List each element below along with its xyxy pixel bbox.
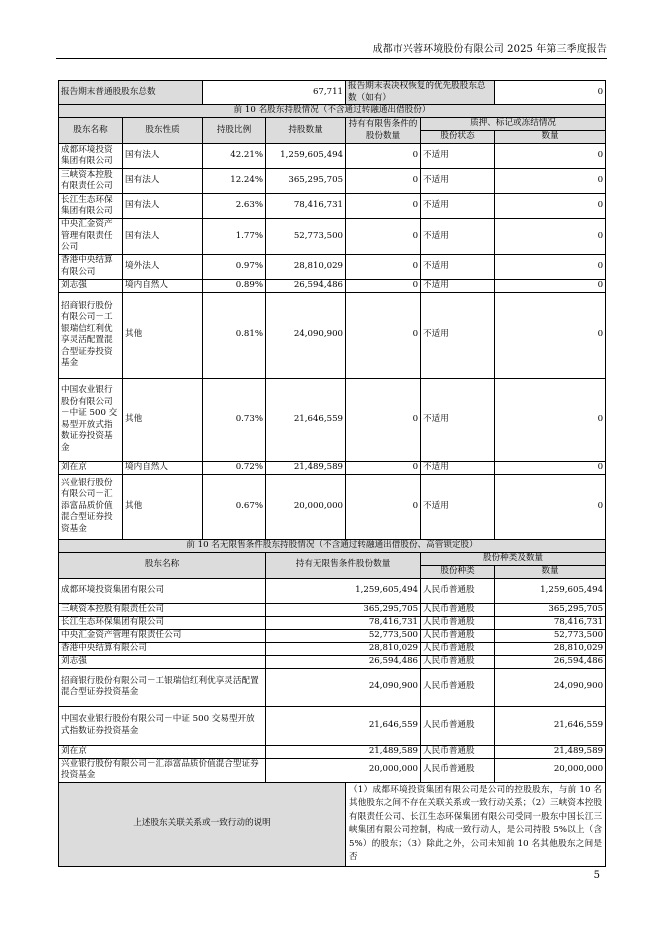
col-header-u-name: 股东名称	[59, 552, 266, 578]
col-header-name: 股东名称	[59, 118, 123, 144]
unrestricted-row	[59, 642, 606, 655]
relation-label: 上述股东关联关系或一致行动的说明	[59, 782, 346, 866]
u-holder-name: 刘志强	[59, 655, 266, 668]
u-holding-quantity: 52,773,500	[266, 629, 421, 642]
share-amount: 1,259,605,494	[495, 578, 606, 603]
top10-row	[59, 169, 606, 194]
holding-ratio: 42.21%	[203, 144, 266, 169]
top10-row	[59, 461, 606, 474]
top10-header-row	[59, 118, 606, 131]
holder-name: 招商银行股份有限公司－工银瑞信红利优享灵活配置混合型证券投资基金	[59, 292, 123, 378]
share-type: 人民币普通股	[421, 603, 495, 616]
unrestricted-row	[59, 616, 606, 629]
top10-row	[59, 144, 606, 169]
unrestricted-section-title: 前 10 名无限售条件股东持股情况（不含通过转融通出借股份、高管锁定股）	[59, 539, 606, 552]
pledge-amount: 0	[495, 292, 606, 378]
restricted-quantity: 0	[346, 219, 421, 255]
shareholders-table	[58, 80, 606, 867]
pledge-amount: 0	[495, 474, 606, 539]
restricted-quantity: 0	[346, 279, 421, 292]
common-holders-label: 报告期末普通股股东总数	[59, 81, 203, 105]
pledge-status: 不适用	[421, 279, 495, 292]
u-holding-quantity: 78,416,731	[266, 616, 421, 629]
holder-name: 兴业银行股份有限公司－汇添富品质价值混合型证券投资基金	[59, 474, 123, 539]
pledge-status: 不适用	[421, 194, 495, 219]
page-number: 5	[593, 870, 600, 881]
holder-nature: 其他	[123, 378, 203, 461]
u-holding-quantity: 21,489,589	[266, 745, 421, 758]
report-header: 成都市兴蓉环境股份有限公司 2025 年第三季度报告	[372, 44, 607, 55]
unrestricted-row	[59, 603, 606, 616]
top10-row	[59, 194, 606, 219]
pledge-status: 不适用	[421, 169, 495, 194]
pledge-status: 不适用	[421, 219, 495, 255]
share-amount: 21,646,559	[495, 706, 606, 745]
u-holder-name: 三峡资本控股有限责任公司	[59, 603, 266, 616]
u-holder-name: 中央汇金资产管理有限责任公司	[59, 629, 266, 642]
unrestricted-header-row	[59, 552, 606, 565]
preferred-holders-label: 报告期末表决权恢复的优先股股东总数（如有）	[346, 81, 495, 105]
share-amount: 365,295,705	[495, 603, 606, 616]
holding-quantity: 26,594,486	[266, 279, 346, 292]
pledge-status: 不适用	[421, 474, 495, 539]
holder-nature: 其他	[123, 474, 203, 539]
unrestricted-row	[59, 745, 606, 758]
pledge-status: 不适用	[421, 254, 495, 279]
relation-text: （1）成都环境投资集团有限公司是公司的控股股东，与前 10 名其他股东之间不存在关联关系或一致行动关系；（2）三峡资本控股有限责任公司、长江生态环保集团有限公司受同一股东中国长江三峡集团有限公司控制，构成一致行动人，是公司持股 5%以上（含 5%）的股东；（3）除此之外，公司未知前 10 名其他股东之间是否	[346, 782, 606, 866]
share-type: 人民币普通股	[421, 616, 495, 629]
top10-row	[59, 254, 606, 279]
pledge-status: 不适用	[421, 144, 495, 169]
summary-row	[59, 81, 606, 105]
share-amount: 21,489,589	[495, 745, 606, 758]
holder-nature: 国有法人	[123, 144, 203, 169]
col-header-status: 股份状态	[421, 131, 495, 144]
holder-nature: 其他	[123, 292, 203, 378]
u-holding-quantity: 21,646,559	[266, 706, 421, 745]
holder-nature: 国有法人	[123, 194, 203, 219]
restricted-quantity: 0	[346, 474, 421, 539]
holder-nature: 国有法人	[123, 169, 203, 194]
holding-ratio: 0.89%	[203, 279, 266, 292]
holder-name: 刘在京	[59, 461, 123, 474]
col-header-amount: 数量	[495, 131, 606, 144]
holding-quantity: 1,259,605,494	[266, 144, 346, 169]
u-holding-quantity: 24,090,900	[266, 668, 421, 706]
holding-quantity: 24,090,900	[266, 292, 346, 378]
restricted-quantity: 0	[346, 378, 421, 461]
col-header-restricted: 持有有限售条件的股份数量	[346, 118, 421, 144]
share-type: 人民币普通股	[421, 578, 495, 603]
pledge-amount: 0	[495, 378, 606, 461]
top10-row	[59, 474, 606, 539]
holding-quantity: 78,416,731	[266, 194, 346, 219]
u-holder-name: 兴业银行股份有限公司－汇添富品质价值混合型证券投资基金	[59, 758, 266, 782]
holding-ratio: 2.63%	[203, 194, 266, 219]
share-type: 人民币普通股	[421, 655, 495, 668]
top10-row	[59, 219, 606, 255]
pledge-status: 不适用	[421, 292, 495, 378]
col-header-ratio: 持股比例	[203, 118, 266, 144]
share-type: 人民币普通股	[421, 668, 495, 706]
share-amount: 78,416,731	[495, 616, 606, 629]
col-header-nature: 股东性质	[123, 118, 203, 144]
u-holder-name: 香港中央结算有限公司	[59, 642, 266, 655]
u-holder-name: 刘在京	[59, 745, 266, 758]
col-header-u-qty: 持有无限售条件股份数量	[266, 552, 421, 578]
restricted-quantity: 0	[346, 169, 421, 194]
share-type: 人民币普通股	[421, 706, 495, 745]
col-header-u-amount: 数量	[495, 565, 606, 578]
share-amount: 28,810,029	[495, 642, 606, 655]
col-header-qty: 持股数量	[266, 118, 346, 144]
share-type: 人民币普通股	[421, 629, 495, 642]
holding-ratio: 0.72%	[203, 461, 266, 474]
u-holder-name: 中国农业银行股份有限公司－中证 500 交易型开放式指数证券投资基金	[59, 706, 266, 745]
unrestricted-row	[59, 668, 606, 706]
top10-row	[59, 279, 606, 292]
pledge-amount: 0	[495, 169, 606, 194]
pledge-amount: 0	[495, 194, 606, 219]
holder-nature: 境内自然人	[123, 279, 203, 292]
unrestricted-row	[59, 655, 606, 668]
common-holders-value: 67,711	[203, 81, 346, 105]
pledge-status: 不适用	[421, 461, 495, 474]
pledge-amount: 0	[495, 254, 606, 279]
u-holder-name: 成都环境投资集团有限公司	[59, 578, 266, 603]
holding-ratio: 0.81%	[203, 292, 266, 378]
holder-name: 香港中央结算有限公司	[59, 254, 123, 279]
top10-row	[59, 292, 606, 378]
holder-name: 长江生态环保集团有限公司	[59, 194, 123, 219]
share-type: 人民币普通股	[421, 745, 495, 758]
holding-ratio: 0.97%	[203, 254, 266, 279]
top10-row	[59, 378, 606, 461]
holding-ratio: 0.73%	[203, 378, 266, 461]
pledge-status: 不适用	[421, 378, 495, 461]
holder-name: 成都环境投资集团有限公司	[59, 144, 123, 169]
share-amount: 20,000,000	[495, 758, 606, 782]
pledge-amount: 0	[495, 279, 606, 292]
holding-ratio: 0.67%	[203, 474, 266, 539]
restricted-quantity: 0	[346, 292, 421, 378]
unrestricted-row	[59, 758, 606, 782]
share-amount: 26,594,486	[495, 655, 606, 668]
relation-row	[59, 782, 606, 866]
u-holder-name: 招商银行股份有限公司－工银瑞信红利优享灵活配置混合型证券投资基金	[59, 668, 266, 706]
holding-ratio: 1.77%	[203, 219, 266, 255]
holder-name: 中国农业银行股份有限公司－中证 500 交易型开放式指数证券投资基金	[59, 378, 123, 461]
holder-nature: 境内自然人	[123, 461, 203, 474]
u-holder-name: 长江生态环保集团有限公司	[59, 616, 266, 629]
col-header-pledge-group: 质押、标记或冻结情况	[421, 118, 606, 131]
unrestricted-title-row	[59, 539, 606, 552]
pledge-amount: 0	[495, 144, 606, 169]
holder-name: 刘志强	[59, 279, 123, 292]
holding-quantity: 21,646,559	[266, 378, 346, 461]
header-divider	[56, 58, 607, 59]
col-header-type: 股份种类	[421, 565, 495, 578]
holder-nature: 国有法人	[123, 219, 203, 255]
holding-ratio: 12.24%	[203, 169, 266, 194]
u-holding-quantity: 26,594,486	[266, 655, 421, 668]
holder-name: 中央汇金资产管理有限责任公司	[59, 219, 123, 255]
u-holding-quantity: 365,295,705	[266, 603, 421, 616]
share-type: 人民币普通股	[421, 642, 495, 655]
u-holding-quantity: 20,000,000	[266, 758, 421, 782]
restricted-quantity: 0	[346, 144, 421, 169]
holding-quantity: 20,000,000	[266, 474, 346, 539]
holding-quantity: 21,489,589	[266, 461, 346, 474]
pledge-amount: 0	[495, 219, 606, 255]
restricted-quantity: 0	[346, 194, 421, 219]
holding-quantity: 28,810,029	[266, 254, 346, 279]
share-amount: 52,773,500	[495, 629, 606, 642]
preferred-holders-value: 0	[495, 81, 606, 105]
u-holding-quantity: 28,810,029	[266, 642, 421, 655]
share-amount: 24,090,900	[495, 668, 606, 706]
unrestricted-row	[59, 629, 606, 642]
holder-nature: 境外法人	[123, 254, 203, 279]
top10-section-title: 前 10 名股东持股情况（不含通过转融通出借股份）	[59, 105, 606, 118]
share-type: 人民币普通股	[421, 758, 495, 782]
unrestricted-row	[59, 706, 606, 745]
holder-name: 三峡资本控股有限责任公司	[59, 169, 123, 194]
unrestricted-row	[59, 578, 606, 603]
restricted-quantity: 0	[346, 254, 421, 279]
holding-quantity: 365,295,705	[266, 169, 346, 194]
col-header-type-group: 股份种类及数量	[421, 552, 606, 565]
u-holding-quantity: 1,259,605,494	[266, 578, 421, 603]
holding-quantity: 52,773,500	[266, 219, 346, 255]
pledge-amount: 0	[495, 461, 606, 474]
restricted-quantity: 0	[346, 461, 421, 474]
